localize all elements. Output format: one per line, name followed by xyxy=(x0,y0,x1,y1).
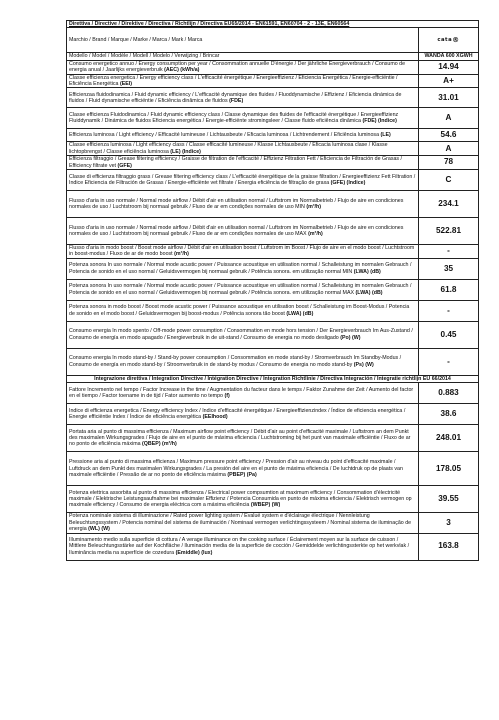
integration-section-title: Integrazione direttiva / Integration Directive / Intégration Directive / Integration Richtlinie / Directiva Integración / Integratie richtlijn EU 66/2014 xyxy=(67,375,479,382)
spec-unit: (m³/h) xyxy=(306,204,322,211)
spec-label-cell xyxy=(67,348,419,375)
spec-label-cell xyxy=(67,245,419,259)
spec-label-cell xyxy=(67,191,419,218)
spec-label: Indice di efficienza energetica / Energy efficiency Index / Indice d'efficacité énergétique / Energieeffizienzindex / Índice de eficiencia energética / Energie efficiëntie Index / Índice de eficiência energética xyxy=(69,407,406,421)
spec-unit: (LWA) (dB) xyxy=(355,289,383,296)
spec-label: Potenza elettrica assorbita al punto di massima efficienza / Electrical power compsumtion at maximum efficiency / Consommation d'électricité maximale / Elektrische Leistungsaufnahme bei maximaler Effizienz / Potencia Consumida en punto de máxima eficiencia / Elektrisch vermogen op maximale efficiency / Consumo de energia eléctrica com a máxima eficiência xyxy=(69,489,412,509)
spec-value: 39.55 xyxy=(419,486,479,513)
spec-label: Pressione aria al punto di massima efficienza / Maximum pressure point efficiency / Pression d'air au niveau du point d'efficacité maximale / Luftdruck an dem Punkt des maximalen Wirkungsgrades / La presión del aire en el punto de máxima eficiencia / De luchtdruk op de plaats van maximale efficiëntie / Pressão de ar no ponto de eficiência máxima xyxy=(69,459,403,478)
spec-value: 522.81 xyxy=(419,218,479,245)
spec-label: Efficienza luminosa / Light efficiency / Efficacité lumineuse / Lichtausbeute / Eficacia luminosa / Lichtrendement / Eficiência luminosa xyxy=(69,132,380,139)
spec-label: Potenza sonora in modo boost / Boost mode acustic power / Puissance acoustique en utilisation boost / Schalleistung im Boost-Modus / Potencia de sonido en el modo boost / Geluidsvermogen bij boost-modus / Potência sonora tão boost xyxy=(69,304,410,317)
spec-row xyxy=(67,486,479,513)
spec-unit: (Ps) (W) xyxy=(353,361,374,368)
spec-unit: (LE) (Indice) xyxy=(170,148,201,155)
spec-value: - xyxy=(419,245,479,259)
spec-row xyxy=(67,245,479,259)
spec-value: 178.05 xyxy=(419,452,479,486)
spec-label: Portata aria al punto di massima efficienza / Maximum airflow point efficiency / Débit d'air au point d'efficacité maximale / Luftstrom an dem Punkt des maximalen Wirkungsgrades / Flujo de aire en el punto de máxima eficiencia / Luchtstroming bij het punt van maximale efficiëntie / Fluxo de ar no ponto de eficiência máxima xyxy=(69,428,411,448)
spec-label-cell xyxy=(67,108,419,129)
spec-label-cell xyxy=(67,156,419,170)
spec-value: 248.01 xyxy=(419,425,479,452)
spec-label: Flusso d'aria in uso normale / Normal mode airflow / Débit d'air en utilisation normal / Luftstrom im Normalbetrieb / Flujo de aire en condiciones normales de uso / Luchtstroom bij normaal gebruik / Fluxo de ar em condições normales de uso MAX xyxy=(69,224,404,238)
spec-value: 14.94 xyxy=(419,60,479,74)
spec-unit: (LWA) (dB) xyxy=(353,268,381,275)
model-label: Modello / Model / Modèle / Modell / Modelo / Verwijzing / Brincar xyxy=(67,53,419,60)
rows-group-integration xyxy=(67,383,479,560)
spec-row xyxy=(67,533,479,560)
spec-unit: (Emiddle) (lux) xyxy=(175,549,213,556)
spec-value: - xyxy=(419,348,479,375)
spec-unit: (m³/h) xyxy=(308,231,323,238)
spec-label: Potenza sonora In uso normale / Normal mode acustic power / Puissance acoustique en utilisation normal / Schalleistung im normalen Gebrauch / Potencia de sonido en el uso normal / Geluidsvermogen bij normaal gebruik / Potência sonora. em utilização normal MIN xyxy=(69,262,412,275)
spec-unit: (LWA) (dB) xyxy=(286,310,314,317)
brand-row xyxy=(67,28,479,53)
spec-label: Consumo energia In modo stand-by / Stand-by power consumption / Consommation en mode stand-by / Stromverbrauch Im Standby-Modus / Consumo de energía en modo stand-by / Stroomverbruik in de stand-by modus / Consumo de energia no modo stand-by xyxy=(69,355,402,368)
directive-header-row xyxy=(67,21,479,28)
spec-label: Efficienzaa fluidodinamica / Fluid dynamic efficiency / L'efficacité dynamique des fluides / Fluoddynamische / Effizienz / Eficiencia dinámica de fluidos / Fluid dynamische efficiëntie / Eficiência dinâmica de fluidos xyxy=(69,91,402,104)
spec-unit: (EEI) xyxy=(119,81,133,88)
spec-row xyxy=(67,383,479,404)
spec-label: Potenza nominale sistema di illuminazione / Rated power lighting system / Évalué system e d'éclairage électrique / Nennleistung Beleuchtungssystem / Potencia nominal del sistema de iluminación / Nominaal vermogen verlichtingssysteem / Nominal sistema de iluminação de energia xyxy=(69,513,412,533)
spec-value: 38.6 xyxy=(419,404,479,425)
spec-label-cell xyxy=(67,60,419,74)
spec-label-cell xyxy=(67,279,419,300)
spec-row xyxy=(67,108,479,129)
spec-unit: (WL) (W) xyxy=(88,526,110,533)
registered-mark-icon: ® xyxy=(452,36,460,45)
spec-label: Efficienza filtraggio / Grease filtering efficiency / Graisse de filtration de l'efficacité / Effizienz Filtration Fett / Eficiencia de Filtración de Grasas / Efficiency filtrate vet xyxy=(69,156,403,169)
spec-label-cell xyxy=(67,170,419,191)
spec-value: 163.8 xyxy=(419,533,479,560)
brand-label: Marchio / Brand / Marque / Marke / Marca / Mark / Marca xyxy=(67,28,419,53)
spec-label-cell xyxy=(67,142,419,156)
spec-unit: (PBEP) (Pa) xyxy=(227,471,257,478)
spec-row xyxy=(67,258,479,279)
spec-value: A xyxy=(419,142,479,156)
spec-row xyxy=(67,191,479,218)
spec-label-cell xyxy=(67,88,419,108)
spec-row xyxy=(67,170,479,191)
model-value: WANDA 600 XGWH xyxy=(419,53,479,60)
spec-row xyxy=(67,425,479,452)
spec-label-cell xyxy=(67,452,419,486)
spec-unit: (FDE) xyxy=(229,97,244,104)
spec-value: A xyxy=(419,108,479,129)
spec-value: 0.883 xyxy=(419,383,479,404)
spec-value: 3 xyxy=(419,513,479,533)
spec-unit: (EEIhood) xyxy=(202,414,228,421)
rows-group-main xyxy=(67,60,479,375)
spec-unit: (FDE) (Indice) xyxy=(362,118,397,125)
spec-label: Flusso d'aria in uso normale / Normal mode airflow / Débit d'air en utilisation normal / Luftstrom im Normalbetrieb / Flujo de aire en condiciones normales de uso / Luchtstroom bij normaal gebruik / Fluxo de ar em condições normales de uso MIN xyxy=(69,197,404,211)
spec-unit: (AEC) (kWh/a) xyxy=(164,67,200,74)
spec-unit: (m³/h) xyxy=(174,251,189,258)
spec-label-cell xyxy=(67,404,419,425)
spec-label: Classe efficienza energetica / Energy efficiency class / L'efficacité énergétique / Energieeffizienz / Eficiencia Energética / Energie-efficiëntie / Eficiência Energética xyxy=(69,74,398,88)
spec-row xyxy=(67,513,479,533)
spec-unit: (WBEP) (W) xyxy=(250,502,281,509)
spec-label-cell xyxy=(67,218,419,245)
spec-label-cell xyxy=(67,513,419,533)
spec-label: Classe efficienza Fluidodinamica / Fluid dynamic efficiency class / Classe dynamique des fluides de l'efficacité énergétique / Energieeffizienz Fluiddynamik / Dinámica de fluidos Eficiencia energética / Energie-efficiënte stromingsleer / Classe fluido eficiência dinâmica xyxy=(69,112,399,125)
spec-label-cell xyxy=(67,129,419,142)
spec-label: Fattore Incremento nel tempo / Factor Increase in the time / Augmentation du facteur dans le temps / Faktor Zunahme der Zeit / Aumento del factor en el tiempo / Factor toename in de tijd / Fator aumento no tempo xyxy=(69,386,414,400)
spec-row xyxy=(67,88,479,108)
spec-value: 61.8 xyxy=(419,279,479,300)
spec-unit: (LE) xyxy=(380,132,391,139)
spec-label-cell xyxy=(67,533,419,560)
spec-row xyxy=(67,218,479,245)
spec-unit: (f) xyxy=(224,393,230,400)
spec-row xyxy=(67,404,479,425)
spec-value: 54.6 xyxy=(419,129,479,142)
brand-logo-cell xyxy=(419,28,479,53)
spec-label: Flusso d'aria in modo boost / Boost mode airflow / Débit d'air en utilisation boost / Luftstrom im Boost / Flujo de aire en el modo boost / Luchtstroom in boost-modus / Fluxo de ar de modo boost xyxy=(69,245,415,258)
directive-header: Direttiva / Directive / Direktive / Directiva / Richtlijn / Directiva EU65/2014 - EN61591, EN60704 - 2 - 13E, EN60564 xyxy=(67,21,479,28)
section-row xyxy=(67,375,479,382)
spec-unit: (GFE) (Indice) xyxy=(330,180,366,187)
spec-value: - xyxy=(419,300,479,321)
datasheet-table xyxy=(66,20,479,561)
energy-label-sheet xyxy=(66,20,478,561)
spec-value: 0.45 xyxy=(419,321,479,348)
spec-row xyxy=(67,74,479,88)
spec-row xyxy=(67,60,479,74)
spec-row xyxy=(67,129,479,142)
cata-logo: cata xyxy=(437,37,453,44)
spec-row xyxy=(67,300,479,321)
spec-unit: (QBEP) (m³/h) xyxy=(142,441,177,448)
spec-label: Illuminamento medio sulla superficie di cottura / A verage illuminance on the cooking surface / Éclairement moyen sur la surface de cuisson / Mittlere Beleuchtungsstärke auf der Kochfläche / Iluminación media de la superficie de cocción / Gemiddelde verlichtingssterkte op het werkvlak / Iluminância media na superfície de cozedura xyxy=(69,536,410,556)
spec-value: 31.01 xyxy=(419,88,479,108)
spec-row xyxy=(67,348,479,375)
spec-label: Consumo energia In modo spento / Off-mode power consumption / Consommation en mode hors tension / Der Energieverbrauch Im Aus-Zustand / Consumo de energía en modo apagado / Energieverbruik in de uit-stand / Consumo de energia no modo desligado xyxy=(69,328,413,341)
spec-row xyxy=(67,156,479,170)
spec-label-cell xyxy=(67,321,419,348)
spec-value: C xyxy=(419,170,479,191)
spec-row xyxy=(67,142,479,156)
model-row xyxy=(67,53,479,60)
spec-label: Classe di efficienza filtraggio grass / Grease filtering efficiency class / L'efficacité énergétique de la graisse filtration / Energieeffizienz Fett Filtration / Indice Eficiencia de Filtración de Grasas / Energie-efficiënte vet filtrate / Energia eficiência de filtração de graxa xyxy=(69,173,416,187)
spec-value: 234.1 xyxy=(419,191,479,218)
spec-label-cell xyxy=(67,425,419,452)
spec-label: Potenza sonora In uso normale / Normal mode acustic power / Puissance acoustique en utilisation normal / Schalleistung im normalen Gebrauch / Potencia de sonido en el uso normal / Geluidsvermogen bij normaal gebruik / Potência sonora. em utilização normal MAX xyxy=(69,283,412,296)
spec-label-cell xyxy=(67,486,419,513)
spec-row xyxy=(67,279,479,300)
spec-label-cell xyxy=(67,258,419,279)
spec-row xyxy=(67,452,479,486)
spec-unit: (Po) (W) xyxy=(340,334,361,341)
spec-label-cell xyxy=(67,74,419,88)
spec-value: 78 xyxy=(419,156,479,170)
spec-value: 35 xyxy=(419,258,479,279)
spec-unit: (GFE) xyxy=(117,162,132,169)
spec-label: Classe efficienza luminosa / Light efficiency class / Classe efficacité lumineuse / Klasse Lichtausbeute / Eficacia luminosa clase / Klasse lichtopbrengst / Classe eficiência luminosa xyxy=(69,142,388,155)
spec-row xyxy=(67,321,479,348)
spec-value: A+ xyxy=(419,74,479,88)
spec-label-cell xyxy=(67,383,419,404)
spec-label: Consumo energetico annuo / Energy consumption per year / Consommation annuelle D'énergie / Der jährliche Energieverbrauch / Consumo de energia anual / Jaarlijks energieverbruik xyxy=(69,60,406,74)
spec-label-cell xyxy=(67,300,419,321)
